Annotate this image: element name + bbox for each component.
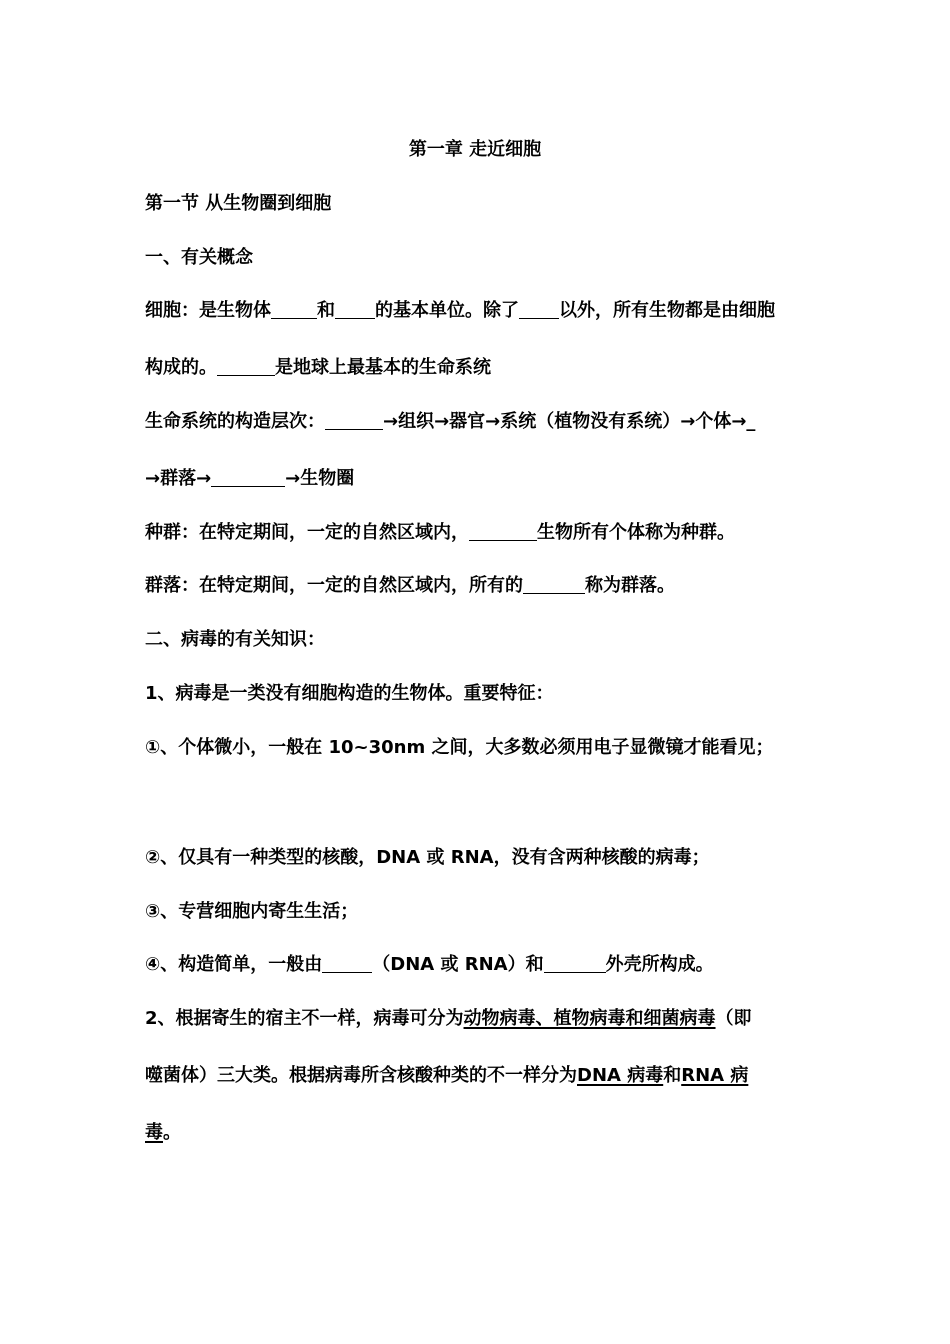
text: 构成的。	[145, 357, 217, 378]
chapter-title: 第一章 走近细胞	[408, 139, 542, 160]
virus-intro: 1、病毒是一类没有细胞构造的生物体。重要特征：	[145, 683, 554, 704]
fill-blank	[211, 468, 285, 487]
text: 外壳所构成。	[605, 954, 714, 975]
text: 生命系统的构造层次：	[145, 411, 325, 432]
fill-blank	[544, 954, 606, 973]
text: 的基本单位。除了	[375, 300, 519, 321]
text: （即	[715, 1008, 752, 1029]
classification-line1	[145, 1007, 752, 1031]
text: 以外，所有生物都是由细胞	[559, 300, 775, 321]
classification-line3	[145, 1121, 181, 1145]
text: 。	[163, 1122, 181, 1143]
underlined-term: 动物病毒、植物病毒和细菌病毒	[463, 1008, 716, 1029]
underlined-term: DNA 病毒	[577, 1065, 664, 1086]
fill-blank	[469, 522, 537, 541]
part1-heading: 一、有关概念	[145, 247, 253, 268]
classification-line2	[145, 1064, 748, 1088]
feature-3: ③、专营细胞内寄生生活；	[145, 901, 359, 922]
text: 生物所有个体称为种群。	[537, 522, 735, 543]
fill-blank	[523, 575, 585, 594]
text: （DNA 或 RNA）和	[372, 954, 544, 975]
cell-definition-line2	[145, 356, 491, 380]
text: 噬菌体）三大类。根据病毒所含核酸种类的不一样分为	[145, 1065, 577, 1086]
text: →生物圈	[285, 468, 355, 489]
fill-blank	[271, 300, 317, 319]
levels-line1	[145, 410, 755, 434]
community-definition	[145, 574, 675, 598]
text: 2、根据寄生的宿主不一样，病毒可分为	[145, 1008, 464, 1029]
fill-blank	[335, 300, 375, 319]
text: 和	[663, 1065, 682, 1086]
levels-line2	[145, 467, 354, 491]
cell-definition-line1	[145, 299, 775, 323]
text: 和	[317, 300, 335, 321]
text: 群落：在特定期间，一定的自然区域内，所有的	[145, 575, 523, 596]
part2-heading: 二、病毒的有关知识：	[145, 629, 325, 650]
text: →组织→器官→系统（植物没有系统）→个体→_	[383, 411, 756, 432]
text: 称为群落。	[585, 575, 675, 596]
fill-blank	[519, 300, 559, 319]
underlined-term: 毒	[145, 1122, 163, 1143]
population-definition	[145, 521, 735, 545]
text: 种群：在特定期间，一定的自然区域内，	[145, 522, 469, 543]
text: →群落→	[145, 468, 212, 489]
underlined-term: RNA 病	[681, 1065, 749, 1086]
feature-2: ②、仅具有一种类型的核酸，DNA 或 RNA，没有含两种核酸的病毒；	[145, 847, 710, 868]
section-title: 第一节 从生物圈到细胞	[145, 193, 332, 214]
fill-blank	[217, 357, 275, 376]
text: 是地球上最基本的生命系统	[275, 357, 491, 378]
text: 细胞：是生物体	[145, 300, 271, 321]
fill-blank	[325, 411, 383, 430]
fill-blank	[322, 954, 372, 973]
feature-4	[145, 953, 714, 977]
feature-1: ①、个体微小，一般在 10~30nm 之间，大多数必须用电子显微镜才能看见；	[145, 737, 774, 758]
text: ④、构造简单，一般由	[145, 954, 323, 975]
